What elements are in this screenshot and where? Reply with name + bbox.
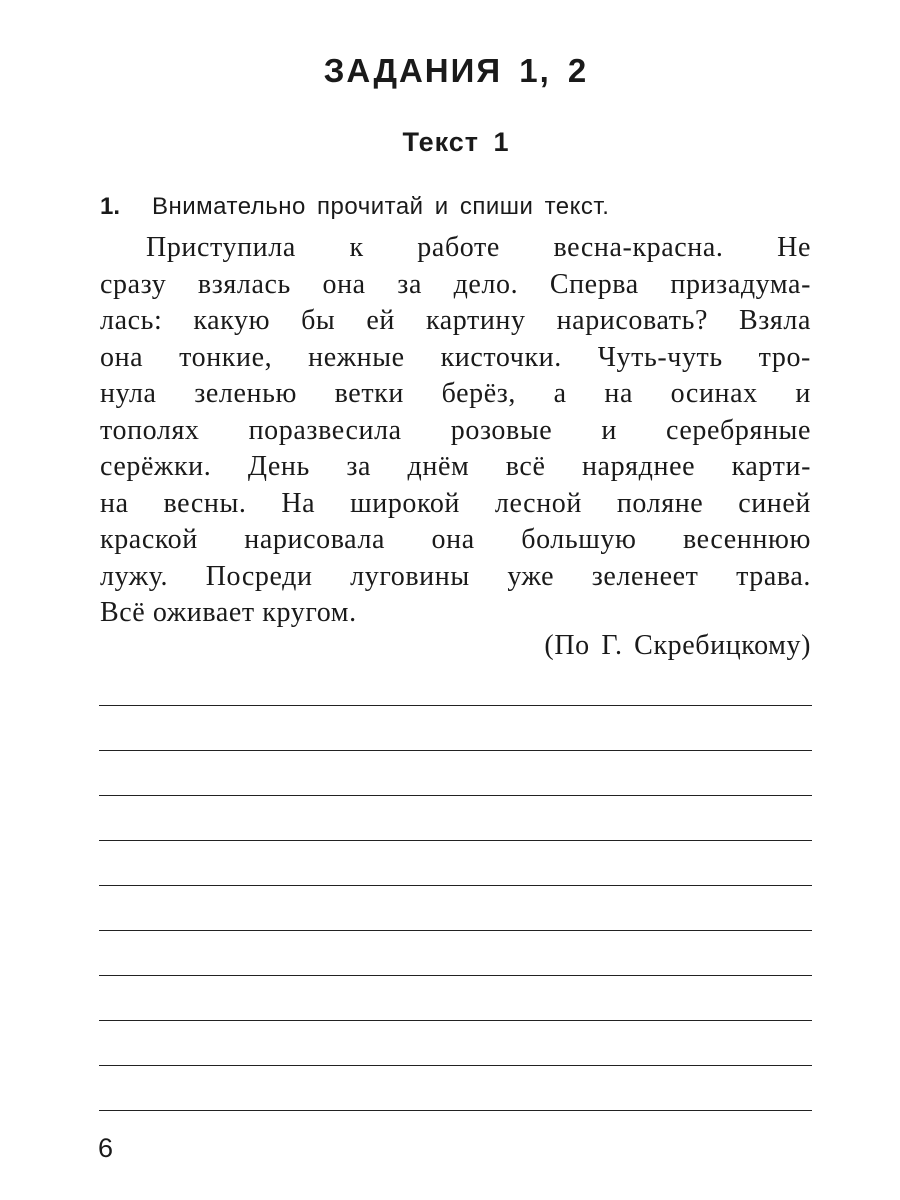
writing-line (99, 705, 812, 706)
text-title: Текст 1 (402, 127, 510, 157)
writing-line (99, 975, 812, 976)
passage-line: краской нарисовала она большую весеннюю (100, 524, 811, 555)
passage-line: на весны. На широкой лесной поляне синей (100, 487, 811, 519)
task-instruction (100, 193, 720, 221)
page-number: 6 (98, 1133, 114, 1163)
reading-passage (100, 230, 811, 632)
writing-line (99, 885, 812, 886)
writing-line (99, 795, 812, 796)
passage-line: лужу. Посреди луговины уже зеленеет трава. (100, 560, 811, 592)
passage-line: нула зеленью ветки берёз, а на осинах и (100, 378, 811, 409)
passage-line: серёжки. День за днём всё наряднее карти- (100, 451, 811, 482)
passage-line: Приступила к работе весна-красна. Не (146, 232, 811, 263)
writing-line (99, 930, 812, 931)
attribution: (По Г. Скребицкому) (544, 630, 811, 661)
writing-line (99, 1020, 812, 1021)
writing-line (99, 840, 812, 841)
passage-line: Всё оживает кругом. (100, 597, 357, 628)
task-text: Внимательно прочитай и спиши текст. (152, 193, 610, 220)
page-header: ЗАДАНИЯ 1, 2 (323, 52, 589, 89)
passage-line: тополях поразвесила розовые и серебряные (100, 414, 811, 446)
passage-line: сразу взялась она за дело. Сперва призадума- (100, 268, 811, 300)
passage-line: лась: какую бы ей картину нарисовать? Взяла (100, 305, 811, 336)
writing-line (99, 1110, 812, 1111)
task-number: 1. (100, 193, 121, 220)
passage-line: она тонкие, нежные кисточки. Чуть-чуть тро- (100, 341, 811, 373)
writing-line (99, 750, 812, 751)
writing-line (99, 1065, 812, 1066)
